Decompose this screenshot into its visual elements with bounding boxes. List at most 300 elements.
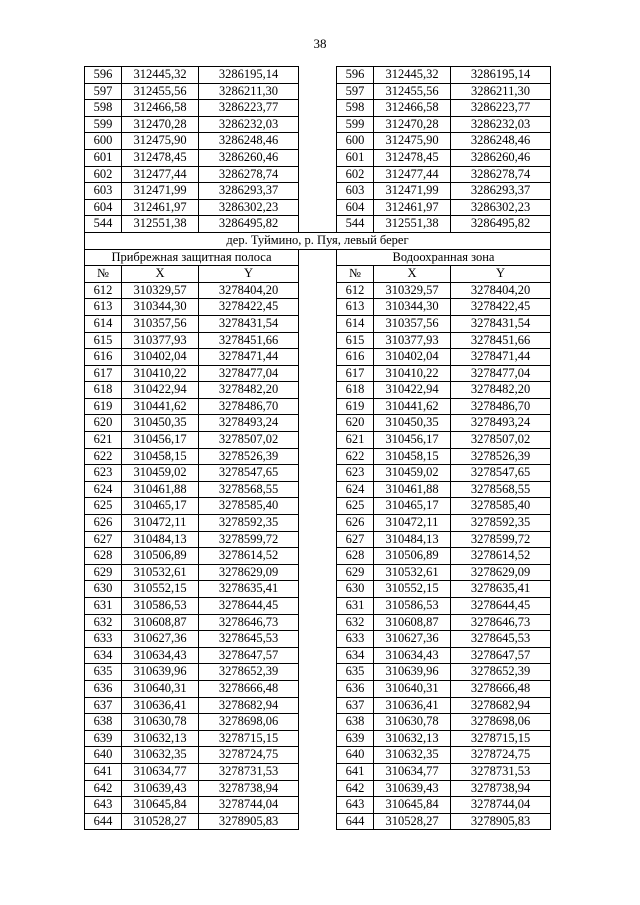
- x-coordinate-cell: 312478,45: [122, 149, 199, 166]
- point-number-cell: 628: [85, 548, 122, 565]
- y-coordinate-cell: 3286302,23: [451, 199, 551, 216]
- x-coordinate-cell: 310329,57: [374, 282, 451, 299]
- table-row: [85, 714, 551, 731]
- table-row: [85, 166, 551, 183]
- y-coordinate-cell: 3278738,94: [451, 780, 551, 797]
- y-coordinate-cell: 3278647,57: [451, 647, 551, 664]
- y-coordinate-cell: 3286195,14: [199, 67, 299, 84]
- y-coordinate-cell: 3278698,06: [451, 714, 551, 731]
- x-coordinate-cell: 312477,44: [122, 166, 199, 183]
- point-number-cell: 544: [85, 216, 122, 233]
- table-row: [85, 797, 551, 814]
- x-coordinate-cell: 312470,28: [374, 116, 451, 133]
- coordinates-table: [84, 66, 551, 830]
- table-row: [85, 680, 551, 697]
- point-number-cell: 624: [337, 481, 374, 498]
- point-number-cell: 632: [337, 614, 374, 631]
- x-coordinate-cell: 310422,94: [374, 382, 451, 399]
- column-gap: [299, 282, 337, 299]
- x-coordinate-cell: 310357,56: [374, 315, 451, 332]
- column-gap: [299, 249, 337, 266]
- point-number-cell: 596: [85, 67, 122, 84]
- column-gap: [299, 714, 337, 731]
- y-coordinate-cell: 3278744,04: [199, 797, 299, 814]
- x-coordinate-cell: 312470,28: [122, 116, 199, 133]
- x-coordinate-cell: 310639,43: [122, 780, 199, 797]
- point-number-cell: 631: [85, 598, 122, 615]
- x-coordinate-cell: 312461,97: [374, 199, 451, 216]
- table-row: [85, 481, 551, 498]
- column-gap: [299, 100, 337, 117]
- y-coordinate-cell: 3278635,41: [199, 581, 299, 598]
- section-title-row: [85, 232, 551, 249]
- point-number-cell: 601: [337, 149, 374, 166]
- y-coordinate-cell: 3286495,82: [199, 216, 299, 233]
- point-number-cell: 622: [337, 448, 374, 465]
- point-number-cell: 626: [337, 515, 374, 532]
- x-coordinate-cell: 310639,96: [374, 664, 451, 681]
- table-row: [85, 664, 551, 681]
- x-coordinate-cell: 310422,94: [122, 382, 199, 399]
- y-coordinate-cell: 3278599,72: [199, 531, 299, 548]
- x-coordinate-cell: 312466,58: [122, 100, 199, 117]
- point-number-cell: 625: [85, 498, 122, 515]
- y-coordinate-cell: 3278646,73: [199, 614, 299, 631]
- table-row: [85, 415, 551, 432]
- y-coordinate-cell: 3278477,04: [451, 365, 551, 382]
- point-number-cell: 597: [337, 83, 374, 100]
- point-number-cell: 638: [337, 714, 374, 731]
- point-number-cell: 619: [85, 398, 122, 415]
- x-coordinate-cell: 310630,78: [122, 714, 199, 731]
- point-number-cell: 603: [85, 183, 122, 200]
- point-number-cell: 544: [337, 216, 374, 233]
- point-number-cell: 615: [337, 332, 374, 349]
- y-coordinate-cell: 3278731,53: [199, 763, 299, 780]
- y-coordinate-cell: 3278905,83: [199, 813, 299, 830]
- point-number-cell: 642: [337, 780, 374, 797]
- x-coordinate-cell: 310634,77: [374, 763, 451, 780]
- y-coordinate-cell: 3278585,40: [199, 498, 299, 515]
- table-row: [85, 631, 551, 648]
- col-header-y: Y: [451, 266, 551, 283]
- column-gap: [299, 598, 337, 615]
- y-coordinate-cell: 3278652,39: [451, 664, 551, 681]
- table-row: [85, 813, 551, 830]
- bottom-rows: [85, 282, 551, 830]
- x-coordinate-cell: 310472,11: [374, 515, 451, 532]
- y-coordinate-cell: 3278644,45: [451, 598, 551, 615]
- y-coordinate-cell: 3278507,02: [451, 432, 551, 449]
- y-coordinate-cell: 3278646,73: [451, 614, 551, 631]
- y-coordinate-cell: 3286278,74: [451, 166, 551, 183]
- point-number-cell: 629: [337, 564, 374, 581]
- column-gap: [299, 515, 337, 532]
- column-gap: [299, 564, 337, 581]
- table-row: [85, 299, 551, 316]
- column-gap: [299, 432, 337, 449]
- col-header-x: X: [374, 266, 451, 283]
- y-coordinate-cell: 3286223,77: [451, 100, 551, 117]
- section-header: [85, 232, 551, 282]
- x-coordinate-cell: 312471,99: [374, 183, 451, 200]
- y-coordinate-cell: 3278493,24: [199, 415, 299, 432]
- x-coordinate-cell: 312551,38: [374, 216, 451, 233]
- column-gap: [299, 680, 337, 697]
- table-row: [85, 216, 551, 233]
- x-coordinate-cell: 310627,36: [122, 631, 199, 648]
- y-coordinate-cell: 3278647,57: [199, 647, 299, 664]
- y-coordinate-cell: 3286293,37: [199, 183, 299, 200]
- coordinates-document: [84, 66, 602, 830]
- point-number-cell: 617: [337, 365, 374, 382]
- column-gap: [299, 763, 337, 780]
- y-coordinate-cell: 3286302,23: [199, 199, 299, 216]
- y-coordinate-cell: 3278698,06: [199, 714, 299, 731]
- table-row: [85, 282, 551, 299]
- y-coordinate-cell: 3286195,14: [451, 67, 551, 84]
- y-coordinate-cell: 3278666,48: [451, 680, 551, 697]
- x-coordinate-cell: 310552,15: [374, 581, 451, 598]
- point-number-cell: 643: [85, 797, 122, 814]
- y-coordinate-cell: 3278614,52: [199, 548, 299, 565]
- x-coordinate-cell: 310528,27: [374, 813, 451, 830]
- column-gap: [299, 664, 337, 681]
- x-coordinate-cell: 310402,04: [122, 349, 199, 366]
- table-row: [85, 647, 551, 664]
- y-coordinate-cell: 3278724,75: [451, 747, 551, 764]
- y-coordinate-cell: 3278422,45: [199, 299, 299, 316]
- x-coordinate-cell: 310532,61: [122, 564, 199, 581]
- x-coordinate-cell: 310461,88: [122, 481, 199, 498]
- point-number-cell: 618: [337, 382, 374, 399]
- column-gap: [299, 349, 337, 366]
- y-coordinate-cell: 3278731,53: [451, 763, 551, 780]
- y-coordinate-cell: 3286495,82: [451, 216, 551, 233]
- column-gap: [299, 382, 337, 399]
- point-number-cell: 597: [85, 83, 122, 100]
- point-number-cell: 644: [85, 813, 122, 830]
- y-coordinate-cell: 3286260,46: [199, 149, 299, 166]
- column-gap: [299, 647, 337, 664]
- x-coordinate-cell: 310410,22: [122, 365, 199, 382]
- point-number-cell: 639: [85, 730, 122, 747]
- y-coordinate-cell: 3286232,03: [199, 116, 299, 133]
- y-coordinate-cell: 3278629,09: [199, 564, 299, 581]
- column-gap: [299, 67, 337, 84]
- table-row: [85, 398, 551, 415]
- col-header-number: №: [85, 266, 122, 283]
- x-coordinate-cell: 310630,78: [374, 714, 451, 731]
- column-gap: [299, 166, 337, 183]
- y-coordinate-cell: 3286248,46: [451, 133, 551, 150]
- y-coordinate-cell: 3278568,55: [199, 481, 299, 498]
- y-coordinate-cell: 3286248,46: [199, 133, 299, 150]
- left-zone-heading: Прибрежная защитная полоса: [85, 249, 299, 266]
- point-number-cell: 636: [85, 680, 122, 697]
- point-number-cell: 624: [85, 481, 122, 498]
- x-coordinate-cell: 310636,41: [122, 697, 199, 714]
- y-coordinate-cell: 3278486,70: [451, 398, 551, 415]
- point-number-cell: 602: [85, 166, 122, 183]
- table-row: [85, 448, 551, 465]
- point-number-cell: 604: [337, 199, 374, 216]
- x-coordinate-cell: 310586,53: [374, 598, 451, 615]
- point-number-cell: 602: [337, 166, 374, 183]
- y-coordinate-cell: 3278629,09: [451, 564, 551, 581]
- y-coordinate-cell: 3278477,04: [199, 365, 299, 382]
- point-number-cell: 614: [85, 315, 122, 332]
- y-coordinate-cell: 3278493,24: [451, 415, 551, 432]
- y-coordinate-cell: 3286211,30: [199, 83, 299, 100]
- point-number-cell: 622: [85, 448, 122, 465]
- column-gap: [299, 299, 337, 316]
- x-coordinate-cell: 310640,31: [374, 680, 451, 697]
- x-coordinate-cell: 312475,90: [374, 133, 451, 150]
- y-coordinate-cell: 3278652,39: [199, 664, 299, 681]
- x-coordinate-cell: 310639,96: [122, 664, 199, 681]
- point-number-cell: 641: [85, 763, 122, 780]
- table-row: [85, 564, 551, 581]
- x-coordinate-cell: 310450,35: [122, 415, 199, 432]
- table-row: [85, 382, 551, 399]
- x-coordinate-cell: 312455,56: [374, 83, 451, 100]
- x-coordinate-cell: 310402,04: [374, 349, 451, 366]
- point-number-cell: 617: [85, 365, 122, 382]
- x-coordinate-cell: 310484,13: [374, 531, 451, 548]
- y-coordinate-cell: 3278744,04: [451, 797, 551, 814]
- point-number-cell: 633: [85, 631, 122, 648]
- column-gap: [299, 465, 337, 482]
- y-coordinate-cell: 3278471,44: [199, 349, 299, 366]
- point-number-cell: 600: [85, 133, 122, 150]
- x-coordinate-cell: 310458,15: [374, 448, 451, 465]
- x-coordinate-cell: 310456,17: [122, 432, 199, 449]
- column-header-row: [85, 266, 551, 283]
- x-coordinate-cell: 310639,43: [374, 780, 451, 797]
- table-row: [85, 133, 551, 150]
- x-coordinate-cell: 310634,43: [122, 647, 199, 664]
- zone-heading-row: [85, 249, 551, 266]
- y-coordinate-cell: 3278682,94: [199, 697, 299, 714]
- x-coordinate-cell: 310506,89: [122, 548, 199, 565]
- y-coordinate-cell: 3278451,66: [199, 332, 299, 349]
- column-gap: [299, 747, 337, 764]
- table-row: [85, 581, 551, 598]
- right-zone-heading: Водоохранная зона: [337, 249, 551, 266]
- x-coordinate-cell: 310461,88: [374, 481, 451, 498]
- point-number-cell: 633: [337, 631, 374, 648]
- x-coordinate-cell: 310459,02: [122, 465, 199, 482]
- x-coordinate-cell: 310344,30: [374, 299, 451, 316]
- point-number-cell: 627: [85, 531, 122, 548]
- point-number-cell: 635: [337, 664, 374, 681]
- point-number-cell: 619: [337, 398, 374, 415]
- x-coordinate-cell: 310552,15: [122, 581, 199, 598]
- y-coordinate-cell: 3278645,53: [451, 631, 551, 648]
- x-coordinate-cell: 310329,57: [122, 282, 199, 299]
- point-number-cell: 621: [85, 432, 122, 449]
- y-coordinate-cell: 3278635,41: [451, 581, 551, 598]
- x-coordinate-cell: 312475,90: [122, 133, 199, 150]
- x-coordinate-cell: 310456,17: [374, 432, 451, 449]
- x-coordinate-cell: 310377,93: [374, 332, 451, 349]
- column-gap: [299, 133, 337, 150]
- y-coordinate-cell: 3278404,20: [199, 282, 299, 299]
- y-coordinate-cell: 3278431,54: [199, 315, 299, 332]
- point-number-cell: 600: [337, 133, 374, 150]
- x-coordinate-cell: 312445,32: [122, 67, 199, 84]
- y-coordinate-cell: 3278592,35: [199, 515, 299, 532]
- point-number-cell: 638: [85, 714, 122, 731]
- point-number-cell: 637: [337, 697, 374, 714]
- table-row: [85, 199, 551, 216]
- y-coordinate-cell: 3286232,03: [451, 116, 551, 133]
- x-coordinate-cell: 310634,43: [374, 647, 451, 664]
- y-coordinate-cell: 3286211,30: [451, 83, 551, 100]
- column-gap: [299, 83, 337, 100]
- point-number-cell: 640: [337, 747, 374, 764]
- column-gap: [299, 614, 337, 631]
- table-row: [85, 116, 551, 133]
- point-number-cell: 620: [85, 415, 122, 432]
- column-gap: [299, 797, 337, 814]
- x-coordinate-cell: 310459,02: [374, 465, 451, 482]
- x-coordinate-cell: 312455,56: [122, 83, 199, 100]
- point-number-cell: 626: [85, 515, 122, 532]
- column-gap: [299, 581, 337, 598]
- x-coordinate-cell: 310645,84: [374, 797, 451, 814]
- col-header-y: Y: [199, 266, 299, 283]
- point-number-cell: 628: [337, 548, 374, 565]
- point-number-cell: 618: [85, 382, 122, 399]
- y-coordinate-cell: 3278905,83: [451, 813, 551, 830]
- point-number-cell: 613: [85, 299, 122, 316]
- table-row: [85, 465, 551, 482]
- x-coordinate-cell: 310532,61: [374, 564, 451, 581]
- x-coordinate-cell: 310608,87: [374, 614, 451, 631]
- point-number-cell: 613: [337, 299, 374, 316]
- table-row: [85, 183, 551, 200]
- x-coordinate-cell: 310357,56: [122, 315, 199, 332]
- table-row: [85, 614, 551, 631]
- point-number-cell: 636: [337, 680, 374, 697]
- table-row: [85, 83, 551, 100]
- point-number-cell: 640: [85, 747, 122, 764]
- table-row: [85, 598, 551, 615]
- x-coordinate-cell: 310636,41: [374, 697, 451, 714]
- page-number: 38: [313, 36, 327, 51]
- table-row: [85, 498, 551, 515]
- table-row: [85, 315, 551, 332]
- y-coordinate-cell: 3286293,37: [451, 183, 551, 200]
- y-coordinate-cell: 3278682,94: [451, 697, 551, 714]
- top-rows: [85, 67, 551, 233]
- column-gap: [299, 498, 337, 515]
- table-row: [85, 365, 551, 382]
- table-row: [85, 67, 551, 84]
- point-number-cell: 629: [85, 564, 122, 581]
- table-row: [85, 515, 551, 532]
- column-gap: [299, 548, 337, 565]
- point-number-cell: 604: [85, 199, 122, 216]
- y-coordinate-cell: 3278431,54: [451, 315, 551, 332]
- x-coordinate-cell: 310484,13: [122, 531, 199, 548]
- x-coordinate-cell: 310634,77: [122, 763, 199, 780]
- point-number-cell: 599: [85, 116, 122, 133]
- column-gap: [299, 365, 337, 382]
- point-number-cell: 637: [85, 697, 122, 714]
- table-row: [85, 531, 551, 548]
- y-coordinate-cell: 3278715,15: [451, 730, 551, 747]
- point-number-cell: 596: [337, 67, 374, 84]
- x-coordinate-cell: 312471,99: [122, 183, 199, 200]
- point-number-cell: 627: [337, 531, 374, 548]
- column-gap: [299, 266, 337, 283]
- column-gap: [299, 149, 337, 166]
- x-coordinate-cell: 312445,32: [374, 67, 451, 84]
- point-number-cell: 643: [337, 797, 374, 814]
- y-coordinate-cell: 3286260,46: [451, 149, 551, 166]
- y-coordinate-cell: 3278599,72: [451, 531, 551, 548]
- x-coordinate-cell: 310506,89: [374, 548, 451, 565]
- column-gap: [299, 730, 337, 747]
- point-number-cell: 621: [337, 432, 374, 449]
- point-number-cell: 630: [337, 581, 374, 598]
- x-coordinate-cell: 312461,97: [122, 199, 199, 216]
- x-coordinate-cell: 310645,84: [122, 797, 199, 814]
- point-number-cell: 615: [85, 332, 122, 349]
- y-coordinate-cell: 3278715,15: [199, 730, 299, 747]
- y-coordinate-cell: 3278644,45: [199, 598, 299, 615]
- column-gap: [299, 481, 337, 498]
- point-number-cell: 620: [337, 415, 374, 432]
- x-coordinate-cell: 310528,27: [122, 813, 199, 830]
- column-gap: [299, 780, 337, 797]
- y-coordinate-cell: 3278568,55: [451, 481, 551, 498]
- y-coordinate-cell: 3278507,02: [199, 432, 299, 449]
- point-number-cell: 612: [337, 282, 374, 299]
- point-number-cell: 603: [337, 183, 374, 200]
- point-number-cell: 631: [337, 598, 374, 615]
- y-coordinate-cell: 3278666,48: [199, 680, 299, 697]
- point-number-cell: 614: [337, 315, 374, 332]
- point-number-cell: 634: [337, 647, 374, 664]
- point-number-cell: 625: [337, 498, 374, 515]
- x-coordinate-cell: 310632,13: [122, 730, 199, 747]
- point-number-cell: 616: [337, 349, 374, 366]
- x-coordinate-cell: 310472,11: [122, 515, 199, 532]
- x-coordinate-cell: 310632,13: [374, 730, 451, 747]
- y-coordinate-cell: 3278471,44: [451, 349, 551, 366]
- x-coordinate-cell: 310450,35: [374, 415, 451, 432]
- x-coordinate-cell: 310465,17: [122, 498, 199, 515]
- column-gap: [299, 415, 337, 432]
- point-number-cell: 635: [85, 664, 122, 681]
- column-gap: [299, 116, 337, 133]
- y-coordinate-cell: 3278738,94: [199, 780, 299, 797]
- point-number-cell: 623: [85, 465, 122, 482]
- point-number-cell: 639: [337, 730, 374, 747]
- column-gap: [299, 199, 337, 216]
- x-coordinate-cell: 312466,58: [374, 100, 451, 117]
- x-coordinate-cell: 310632,35: [374, 747, 451, 764]
- column-gap: [299, 216, 337, 233]
- table-row: [85, 548, 551, 565]
- point-number-cell: 612: [85, 282, 122, 299]
- y-coordinate-cell: 3278482,20: [199, 382, 299, 399]
- column-gap: [299, 448, 337, 465]
